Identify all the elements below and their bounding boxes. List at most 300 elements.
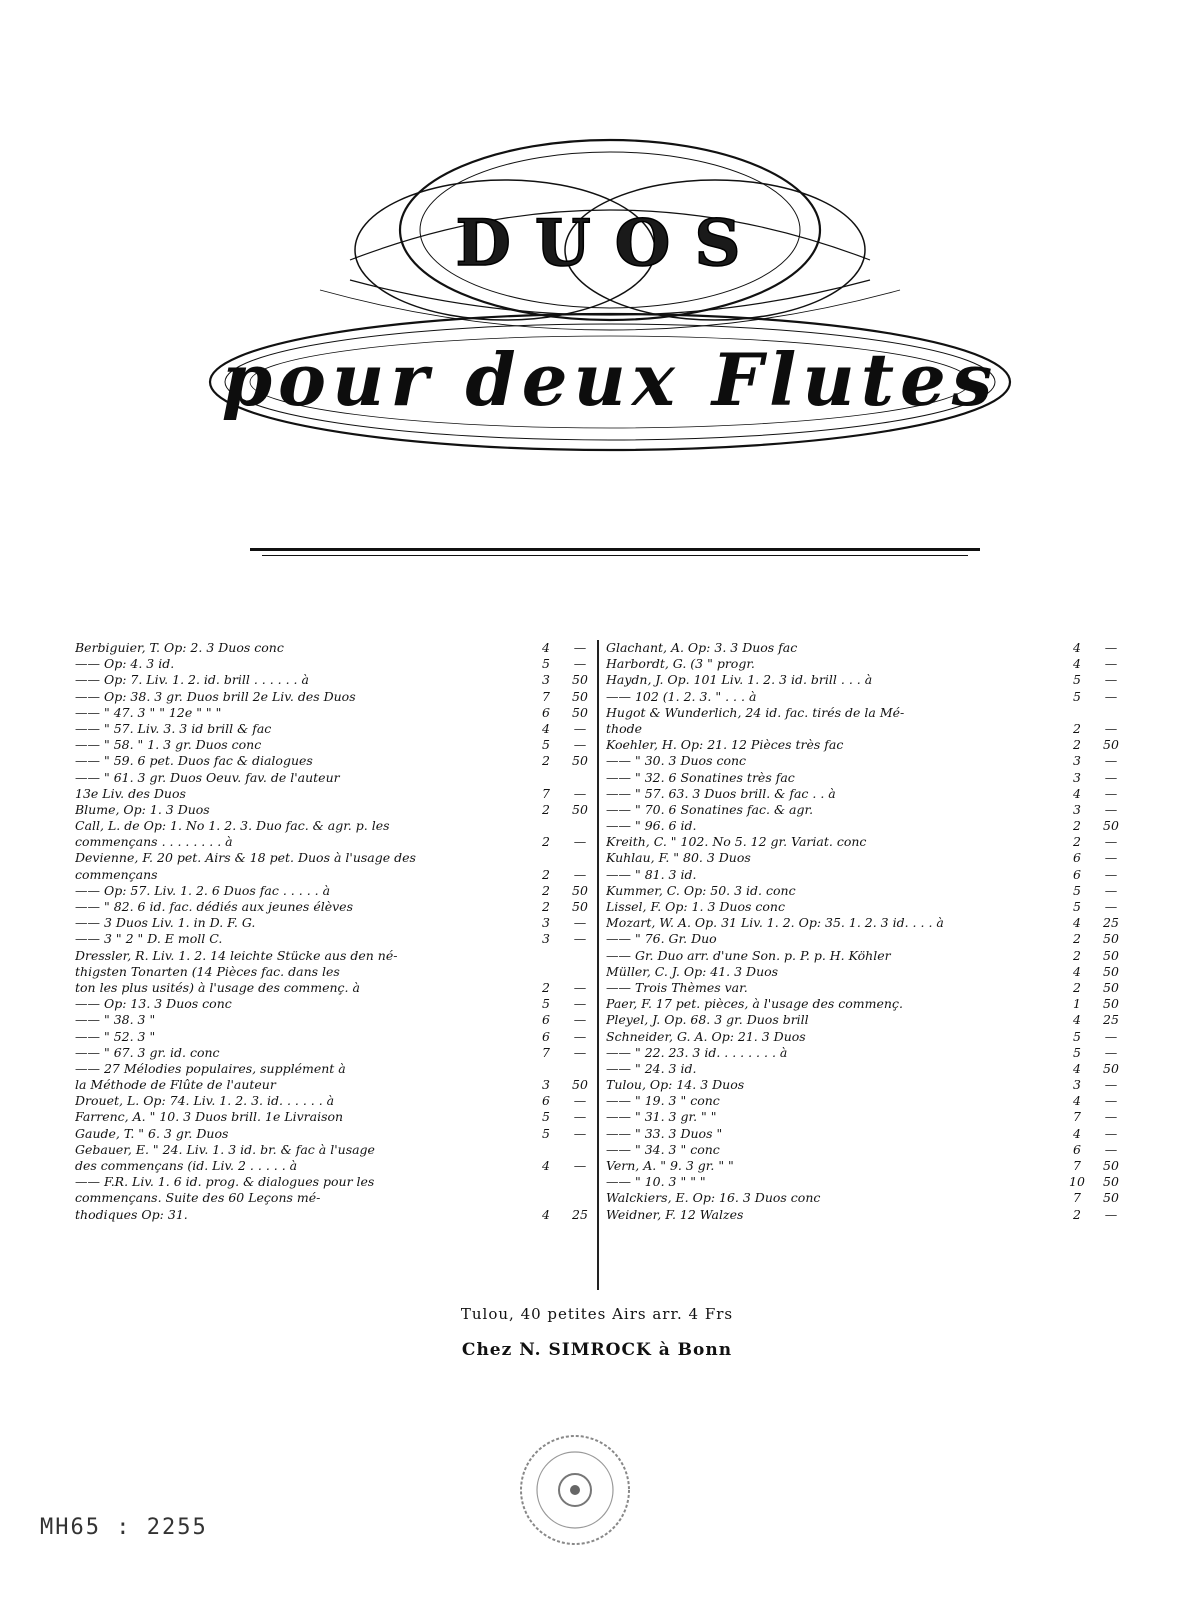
catalogue-entry (606, 689, 1126, 705)
entry-price-centimes (565, 1061, 595, 1077)
entry-price-centimes: — (573, 1125, 587, 1141)
entry-price-centimes: — (1104, 899, 1118, 914)
entry-price-francs: 2 (1073, 720, 1081, 736)
entry-title: —— " 33. 3 Duos " (606, 1125, 723, 1141)
entry-price-centimes: — (573, 737, 587, 753)
catalogue-entry (75, 850, 595, 866)
entry-price-centimes: — (573, 1012, 587, 1028)
entry-title: —— " 34. 3 " conc (606, 1141, 720, 1157)
entry-title: —— " 58. " 1. 3 gr. Duos conc (75, 737, 262, 753)
entry-price-francs: 5 (542, 737, 550, 753)
entry-title: —— " 61. 3 gr. Duos Oeuv. fav. de l'auteur (75, 769, 340, 785)
catalogue-entry (606, 915, 1126, 931)
entry-price-centimes: 50 (572, 704, 588, 720)
entry-price-centimes: 25 (572, 1206, 588, 1222)
entry-title: Hugot & Wunderlich, 24 id. fac. tirés de la Mé- (606, 704, 905, 720)
entry-price-francs: 4 (1073, 785, 1081, 801)
entry-price-francs: 10 (1069, 1174, 1085, 1190)
entry-title: —— " 96. 6 id. (606, 818, 697, 834)
entry-price-francs: 6 (542, 1012, 550, 1028)
entry-title: Lissel, F. Op: 1. 3 Duos conc (606, 899, 785, 914)
entry-price-francs: 3 (1073, 753, 1081, 769)
catalogue-entry (75, 1061, 595, 1077)
entry-price-francs: 3 (1073, 1077, 1081, 1093)
entry-price-centimes: — (1104, 785, 1118, 801)
catalogue-entry (606, 737, 1126, 753)
entry-title: —— " 24. 3 id. (606, 1060, 697, 1076)
entry-title: —— Trois Thèmes var. (606, 979, 748, 995)
entry-title: —— 27 Mélodies populaires, supplément à (75, 1060, 346, 1076)
catalogue-entry (75, 931, 595, 947)
entry-price-francs: 2 (1073, 834, 1081, 850)
entry-title: Gebauer, E. " 24. Liv. 1. 3 id. br. & fac à l'usage (75, 1141, 375, 1157)
entry-title: Weidner, F. 12 Walzes (606, 1206, 744, 1222)
entry-price-centimes (565, 818, 595, 834)
catalogue-entry (606, 1109, 1126, 1125)
library-stamp (515, 1430, 635, 1550)
entry-title: des commençans (id. Liv. 2 . . . . . à (75, 1158, 298, 1173)
entry-price-centimes: — (573, 1093, 587, 1109)
catalogue-entry (606, 1061, 1126, 1077)
entry-title: —— 3 Duos Liv. 1. in D. F. G. (75, 915, 256, 931)
entry-price-francs: 5 (1073, 672, 1081, 688)
entry-price-francs: 2 (542, 899, 550, 914)
entry-price-francs: 3 (542, 1077, 550, 1093)
entry-price-centimes (565, 964, 595, 980)
entry-title: —— " 59. 6 pet. Duos fac & dialogues (75, 753, 313, 769)
entry-title: commençans (75, 866, 158, 882)
catalogue-entry (75, 883, 595, 899)
entry-title: Kummer, C. Op: 50. 3 id. conc (606, 882, 796, 898)
entry-price-francs: 3 (542, 672, 550, 688)
entry-title: Mozart, W. A. Op. 31 Liv. 1. 2. Op: 35. 1. 2. 3 id. . . . à (606, 915, 944, 931)
catalogue-entry (606, 656, 1126, 672)
catalogue-entry (75, 915, 595, 931)
entry-title: —— " 76. Gr. Duo (606, 931, 717, 947)
catalogue-entry (75, 1029, 595, 1045)
catalogue-entry (75, 689, 595, 705)
entry-price-francs: 7 (542, 785, 550, 801)
entry-price-francs: 7 (542, 688, 550, 704)
entry-price-centimes: — (1104, 882, 1118, 898)
entry-price-centimes: — (1104, 1044, 1118, 1060)
entry-price-centimes (565, 1190, 595, 1206)
catalogue-entry (75, 1093, 595, 1109)
catalogue-entry (75, 964, 595, 980)
entry-price-centimes (565, 850, 595, 866)
entry-price-centimes: 25 (1103, 1012, 1119, 1028)
catalogue-entry (75, 1012, 595, 1028)
catalogue-entry (75, 867, 595, 883)
entry-title: —— Op: 38. 3 gr. Duos brill 2e Liv. des Duos (75, 688, 356, 704)
entry-price-francs: 3 (542, 915, 550, 931)
catalogue-entry (606, 753, 1126, 769)
entry-price-francs: 5 (542, 996, 550, 1012)
entry-price-francs: 2 (1073, 737, 1081, 753)
entry-price-francs: 4 (1073, 1060, 1081, 1076)
entry-price-centimes: 50 (1103, 963, 1119, 979)
entry-title: thigsten Tonarten (14 Pièces fac. dans les (75, 963, 340, 979)
entry-price-francs: 4 (542, 1206, 550, 1222)
entry-title: Devienne, F. 20 pet. Airs & 18 pet. Duos à l'usage des (75, 850, 416, 866)
catalogue-entry (75, 656, 595, 672)
catalogue-entry (75, 753, 595, 769)
catalogue-entry (606, 1174, 1126, 1190)
entry-price-centimes: — (1104, 866, 1118, 882)
entry-title: —— Op: 13. 3 Duos conc (75, 996, 232, 1012)
entry-price-centimes: 50 (1103, 1060, 1119, 1076)
title-ornament (200, 120, 1020, 500)
catalogue-entry (75, 802, 595, 818)
entry-price-francs: 3 (1073, 801, 1081, 817)
entry-price-francs: 5 (1073, 899, 1081, 914)
entry-title: —— Op: 7. Liv. 1. 2. id. brill . . . . . . à (75, 672, 309, 688)
entry-price-francs: 6 (542, 704, 550, 720)
entry-title: Call, L. de Op: 1. No 1. 2. 3. Duo fac. & agr. p. les (75, 818, 390, 834)
entry-price-francs: 2 (1073, 979, 1081, 995)
catalogue-entry (75, 1207, 595, 1223)
entry-price-centimes: — (1104, 1125, 1118, 1141)
entry-price-francs: 5 (542, 656, 550, 672)
catalogue-entry (75, 705, 595, 721)
entry-title: Blume, Op: 1. 3 Duos (75, 801, 210, 817)
catalogue-entry (75, 996, 595, 1012)
entry-price-centimes: — (1104, 753, 1118, 769)
entry-price-francs: 2 (1073, 931, 1081, 947)
catalogue-entry (75, 980, 595, 996)
catalogue-entry (606, 1029, 1126, 1045)
entry-title: —— " 57. 63. 3 Duos brill. & fac . . à (606, 785, 836, 801)
catalogue-entry (75, 721, 595, 737)
catalogue-entry (606, 867, 1126, 883)
catalogue-entry (606, 1207, 1126, 1223)
entry-price-centimes: — (573, 640, 587, 655)
entry-title: Schneider, G. A. Op: 21. 3 Duos (606, 1028, 806, 1044)
entry-price-centimes: — (573, 931, 587, 947)
catalogue-entry (606, 1142, 1126, 1158)
entry-price-centimes: — (1104, 1141, 1118, 1157)
entry-price-centimes: — (573, 1028, 587, 1044)
entry-price-centimes: — (1104, 769, 1118, 785)
entry-price-centimes: — (573, 785, 587, 801)
entry-price-francs: 2 (542, 753, 550, 769)
catalogue-entry (75, 818, 595, 834)
entry-title: —— " 32. 6 Sonatines très fac (606, 769, 795, 785)
entry-title: Glachant, A. Op: 3. 3 Duos fac (606, 640, 798, 655)
entry-title: —— 3 " 2 " D. E moll C. (75, 931, 223, 947)
catalogue-entry (606, 640, 1126, 656)
entry-title: Haydn, J. Op. 101 Liv. 1. 2. 3 id. brill . . . à (606, 672, 873, 688)
entry-title: thodiques Op: 31. (75, 1206, 188, 1222)
entry-title: —— " 38. 3 " (75, 1012, 156, 1028)
entry-price-centimes: — (1104, 672, 1118, 688)
entry-price-centimes: 50 (1103, 1174, 1119, 1190)
entry-price-centimes: 50 (572, 899, 588, 914)
catalogue-entry (606, 834, 1126, 850)
entry-price-francs: 2 (542, 801, 550, 817)
entry-price-centimes (565, 1142, 595, 1158)
entry-price-francs: 5 (1073, 882, 1081, 898)
catalogue-entry (606, 948, 1126, 964)
entry-title: —— Op: 57. Liv. 1. 2. 6 Duos fac . . . . . à (75, 882, 331, 898)
catalogue-right-column (606, 640, 1126, 1223)
entry-price-centimes: — (1104, 1077, 1118, 1093)
catalogue-entry (75, 1045, 595, 1061)
catalogue-entry (75, 1142, 595, 1158)
entry-price-centimes: — (573, 1044, 587, 1060)
entry-price-francs: 2 (542, 979, 550, 995)
entry-price-francs: 2 (1073, 1206, 1081, 1222)
catalogue-entry (606, 1126, 1126, 1142)
catalogue-entry (75, 1077, 595, 1093)
entry-title: —— " 10. 3 " " " (606, 1174, 706, 1190)
entry-title: —— " 52. 3 " (75, 1028, 156, 1044)
entry-price-francs (527, 770, 565, 786)
entry-price-francs: 5 (1073, 688, 1081, 704)
entry-title: Farrenc, A. " 10. 3 Duos brill. 1e Livraison (75, 1109, 344, 1125)
catalogue-entry (606, 1012, 1126, 1028)
entry-title: Vern, A. " 9. 3 gr. " " (606, 1158, 734, 1173)
entry-price-centimes: — (573, 834, 587, 850)
entry-price-centimes: 50 (1103, 1190, 1119, 1206)
separator-rule-thick (250, 548, 980, 551)
entry-price-centimes: — (573, 656, 587, 672)
entry-price-centimes: — (1104, 850, 1118, 866)
entry-price-francs: 6 (1073, 1141, 1081, 1157)
entry-title: 13e Liv. des Duos (75, 785, 186, 801)
catalogue-entry (606, 850, 1126, 866)
catalogue-entry (75, 640, 595, 656)
entry-price-centimes: — (1104, 1109, 1118, 1125)
entry-price-francs: 3 (542, 931, 550, 947)
catalogue-entry (75, 1190, 595, 1206)
title-subtitle: pour deux Flutes (221, 337, 999, 422)
catalogue-entry (606, 705, 1126, 721)
catalogue-entry (606, 996, 1126, 1012)
entry-price-centimes: — (573, 1158, 587, 1173)
catalogue-entry (606, 818, 1126, 834)
entry-price-francs: 4 (1073, 640, 1081, 655)
catalogue-entry (75, 737, 595, 753)
entry-price-francs: 6 (1073, 866, 1081, 882)
entry-price-centimes (565, 770, 595, 786)
entry-price-centimes: — (573, 866, 587, 882)
entry-price-centimes: — (1104, 688, 1118, 704)
entry-price-centimes: — (573, 915, 587, 931)
catalogue-entry (606, 1077, 1126, 1093)
entry-title: commençans . . . . . . . . à (75, 834, 233, 850)
entry-price-centimes: — (1104, 834, 1118, 850)
catalogue-entry (606, 672, 1126, 688)
entry-price-francs: 4 (1073, 1093, 1081, 1109)
entry-price-centimes: 50 (1103, 947, 1119, 963)
entry-title: —— Op: 4. 3 id. (75, 656, 175, 672)
entry-title: —— Gr. Duo arr. d'une Son. p. P. p. H. Köhler (606, 947, 891, 963)
entry-price-centimes: 50 (1103, 737, 1119, 753)
entry-price-centimes: 50 (572, 688, 588, 704)
entry-title: Kuhlau, F. " 80. 3 Duos (606, 850, 751, 866)
catalogue-entry (75, 1126, 595, 1142)
entry-price-centimes: — (1104, 801, 1118, 817)
catalogue-entry (75, 672, 595, 688)
catalogue-entry (606, 964, 1126, 980)
entry-price-centimes: 50 (572, 753, 588, 769)
entry-price-centimes: — (1104, 1028, 1118, 1044)
entry-price-francs (527, 1190, 565, 1206)
entry-price-francs: 7 (1073, 1190, 1081, 1206)
entry-price-centimes (565, 1174, 595, 1190)
entry-price-francs: 3 (1073, 769, 1081, 785)
entry-price-francs: 4 (1073, 1125, 1081, 1141)
entry-title: —— " 22. 23. 3 id. . . . . . . . à (606, 1044, 788, 1060)
entry-title: Berbiguier, T. Op: 2. 3 Duos conc (75, 640, 284, 655)
entry-price-centimes: — (1104, 720, 1118, 736)
entry-price-francs: 7 (542, 1044, 550, 1060)
entry-price-francs: 4 (542, 1158, 550, 1173)
entry-price-francs: 4 (542, 640, 550, 655)
entry-price-francs: 6 (542, 1093, 550, 1109)
entry-title: Kreith, C. " 102. No 5. 12 gr. Variat. conc (606, 834, 867, 850)
entry-price-francs (1058, 705, 1096, 721)
entry-title: Tulou, Op: 14. 3 Duos (606, 1077, 745, 1093)
catalogue-entry (606, 721, 1126, 737)
catalogue-entry (606, 802, 1126, 818)
entry-price-centimes: 50 (1103, 1158, 1119, 1173)
entry-price-centimes: 50 (1103, 979, 1119, 995)
entry-price-francs: 4 (542, 720, 550, 736)
entry-title: Dressler, R. Liv. 1. 2. 14 leichte Stücke aus den né- (75, 947, 398, 963)
entry-title: thode (606, 720, 642, 736)
entry-price-francs: 5 (1073, 1044, 1081, 1060)
catalogue-entry (75, 834, 595, 850)
entry-price-francs: 5 (542, 1125, 550, 1141)
entry-price-centimes: 50 (1103, 931, 1119, 947)
entry-price-centimes: — (1104, 1206, 1118, 1222)
entry-price-francs: 6 (542, 1028, 550, 1044)
entry-price-francs: 2 (1073, 947, 1081, 963)
entry-price-francs (527, 948, 565, 964)
catalogue-entry (606, 770, 1126, 786)
entry-price-francs (527, 818, 565, 834)
catalogue-entry (606, 786, 1126, 802)
entry-price-francs: 2 (542, 834, 550, 850)
entry-title: ton les plus usités) à l'usage des commenç. à (75, 979, 360, 995)
catalogue-entry (606, 931, 1126, 947)
entry-title: Pleyel, J. Op. 68. 3 gr. Duos brill (606, 1012, 809, 1028)
entry-price-francs (527, 1142, 565, 1158)
entry-price-francs: 4 (1073, 1012, 1081, 1028)
entry-title: —— " 81. 3 id. (606, 866, 697, 882)
catalogue-entry (75, 1174, 595, 1190)
entry-title: Drouet, L. Op: 74. Liv. 1. 2. 3. id. . . . . . à (75, 1093, 335, 1109)
entry-price-francs: 2 (542, 882, 550, 898)
entry-price-centimes: — (1104, 1093, 1118, 1109)
entry-title: Müller, C. J. Op: 41. 3 Duos (606, 963, 779, 979)
catalogue-entry (606, 1093, 1126, 1109)
entry-title: la Méthode de Flûte de l'auteur (75, 1077, 276, 1093)
entry-price-francs: 5 (1073, 1028, 1081, 1044)
shelfmark: MH65 : 2255 (40, 1515, 208, 1540)
entry-title: —— " 47. 3 " " 12e " " " (75, 704, 222, 720)
entry-price-francs: 7 (1073, 1109, 1081, 1125)
entry-price-francs: 2 (1073, 818, 1081, 834)
entry-price-centimes: — (573, 720, 587, 736)
catalogue-left-column (75, 640, 595, 1223)
entry-title: Gaude, T. " 6. 3 gr. Duos (75, 1125, 229, 1141)
entry-title: Harbordt, G. (3 " progr. (606, 656, 755, 672)
entry-title: Koehler, H. Op: 21. 12 Pièces très fac (606, 737, 844, 753)
entry-price-francs: 4 (1073, 915, 1081, 931)
entry-title: —— " 70. 6 Sonatines fac. & agr. (606, 801, 814, 817)
catalogue-entry (606, 883, 1126, 899)
catalogue-entry (606, 1158, 1126, 1174)
entry-title: —— 102 (1. 2. 3. " . . . à (606, 688, 757, 704)
entry-price-francs: 2 (542, 866, 550, 882)
entry-price-centimes: — (573, 1109, 587, 1125)
entry-price-francs (527, 850, 565, 866)
entry-price-centimes: 50 (572, 801, 588, 817)
column-divider (597, 640, 599, 1290)
entry-price-centimes: 50 (572, 882, 588, 898)
catalogue-entry (75, 948, 595, 964)
entry-price-francs: 7 (1073, 1158, 1081, 1173)
entry-price-francs: 5 (542, 1109, 550, 1125)
catalogue-entry (606, 899, 1126, 915)
entry-title: —— " 82. 6 id. fac. dédiés aux jeunes élèves (75, 899, 353, 914)
tulou-airs-line: Tulou, 40 petites Airs arr. 4 Frs (460, 1305, 734, 1323)
catalogue-entry (75, 1109, 595, 1125)
entry-title: —— F.R. Liv. 1. 6 id. prog. & dialogues pour les (75, 1174, 375, 1190)
publisher-line: Chez N. SIMROCK à Bonn (461, 1340, 733, 1360)
entry-title: Walckiers, E. Op: 16. 3 Duos conc (606, 1190, 821, 1206)
entry-title: —— " 31. 3 gr. " " (606, 1109, 717, 1125)
entry-price-centimes: 25 (1103, 915, 1119, 931)
entry-price-centimes: — (1104, 656, 1118, 672)
title-duos: DUOS (455, 206, 765, 281)
entry-price-francs: 6 (1073, 850, 1081, 866)
catalogue-entry (75, 770, 595, 786)
entry-price-centimes (1096, 705, 1126, 721)
entry-price-francs: 4 (1073, 656, 1081, 672)
catalogue-entry (75, 786, 595, 802)
entry-price-francs: 4 (1073, 963, 1081, 979)
entry-price-centimes: — (1104, 640, 1118, 655)
entry-price-centimes: 50 (1103, 818, 1119, 834)
entry-price-centimes: 50 (1103, 996, 1119, 1012)
entry-price-francs: 1 (1073, 996, 1081, 1012)
catalogue-entry (606, 1190, 1126, 1206)
entry-price-francs (527, 1061, 565, 1077)
entry-price-centimes: 50 (572, 1077, 588, 1093)
entry-price-centimes: 50 (572, 672, 588, 688)
catalogue-entry (75, 1158, 595, 1174)
entry-price-francs (527, 964, 565, 980)
entry-title: —— " 57. Liv. 3. 3 id brill & fac (75, 720, 272, 736)
entry-price-centimes: — (573, 996, 587, 1012)
entry-price-centimes (565, 948, 595, 964)
entry-title: —— " 30. 3 Duos conc (606, 753, 747, 769)
entry-price-francs (527, 1174, 565, 1190)
entry-title: —— " 67. 3 gr. id. conc (75, 1044, 220, 1060)
entry-title: —— " 19. 3 " conc (606, 1093, 720, 1109)
entry-title: Paer, F. 17 pet. pièces, à l'usage des commenç. (606, 996, 903, 1012)
catalogue-entry (606, 980, 1126, 996)
entry-price-centimes: — (573, 979, 587, 995)
catalogue-entry (75, 899, 595, 915)
separator-rule-thin (262, 555, 968, 556)
catalogue-entry (606, 1045, 1126, 1061)
entry-title: commençans. Suite des 60 Leçons mé- (75, 1190, 321, 1206)
